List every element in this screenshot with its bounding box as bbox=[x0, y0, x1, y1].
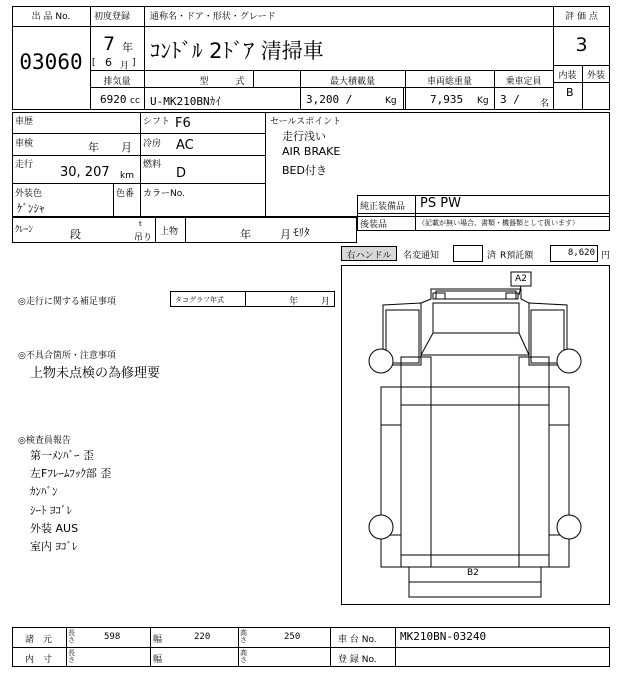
inspector-report-label: ◎検査員報告 bbox=[18, 436, 71, 446]
max-load-label: 最大積載量 bbox=[329, 77, 375, 87]
vehicle-name-label: 通称名・ドア・形状・グレード bbox=[150, 12, 276, 22]
name-change-label: 名変通知 bbox=[403, 251, 440, 261]
mileage-label: 走行 bbox=[15, 160, 34, 170]
crane-stage-unit: 段 bbox=[70, 228, 81, 241]
inner-height-label: 高さ bbox=[240, 649, 247, 664]
first-reg-label: 初度登録 bbox=[94, 12, 131, 22]
crane-hang-unit: 吊り bbox=[134, 233, 153, 243]
gross-weight-value: 7,935 bbox=[430, 93, 464, 106]
gross-weight-unit: Kg bbox=[477, 96, 489, 106]
sales-points-label: セールスポイント bbox=[270, 117, 342, 127]
exterior-color-value: ｹﾞﾝｼｬ bbox=[17, 202, 45, 215]
sales-point-1: 走行浅い bbox=[282, 130, 326, 143]
interior-label: 内装 bbox=[558, 71, 577, 81]
capacity-unit: 名 bbox=[540, 99, 550, 109]
model-code: U-MK210BNｶｲ bbox=[150, 95, 221, 108]
displacement-label: 排気量 bbox=[103, 77, 131, 87]
damage-mark-b2: B2 bbox=[467, 568, 479, 578]
chassis-label: 車 台 No. bbox=[338, 635, 377, 645]
genuine-equipment-label: 純正装備品 bbox=[360, 202, 406, 212]
capacity-value: 3 / bbox=[500, 93, 520, 106]
body-year-unit: 年 bbox=[240, 228, 251, 241]
fuel-value: D bbox=[176, 166, 187, 181]
inner-dims-label: 内 寸 bbox=[25, 655, 53, 665]
inspection-month-unit: 月 bbox=[121, 141, 132, 154]
body-label: 上物 bbox=[160, 227, 179, 237]
year-unit: 年 bbox=[122, 41, 133, 54]
color-no-label2: カラーNo. bbox=[143, 189, 185, 199]
inspector-line-3: ｶﾝﾊﾞﾝ bbox=[30, 485, 58, 498]
shift-label: シフト bbox=[143, 117, 171, 127]
dims-label: 諸 元 bbox=[25, 635, 53, 645]
ac-value: AC bbox=[176, 138, 194, 153]
inspection-year-unit: 年 bbox=[88, 141, 99, 154]
damage-mark-a2: A2 bbox=[515, 274, 527, 284]
chassis-number: MK210BN-03240 bbox=[400, 630, 487, 643]
displacement-unit: cc bbox=[130, 96, 140, 106]
color-no-label: 色番 bbox=[116, 189, 135, 199]
exterior-color-label: 外装色 bbox=[15, 189, 43, 199]
exterior-label: 外装 bbox=[586, 71, 605, 81]
lot-number: 03060 bbox=[19, 50, 83, 74]
sales-point-3: BED付き bbox=[282, 164, 327, 177]
driving-notes-label: ◎走行に関する補足事項 bbox=[18, 297, 116, 307]
width-value: 220 bbox=[194, 632, 211, 642]
inspector-line-4: ｼｰﾄ ﾖｺﾞﾚ bbox=[30, 504, 72, 517]
gross-weight-label: 車両総重量 bbox=[426, 77, 472, 87]
capacity-label: 乗車定員 bbox=[505, 77, 542, 87]
defects-label: ◎不具合箇所・注意事項 bbox=[18, 351, 116, 361]
crane-label: ｸﾚｰﾝ bbox=[15, 225, 34, 235]
r-deposit-unit: 円 bbox=[601, 251, 611, 261]
body-month-unit: 月 bbox=[280, 228, 291, 241]
inspector-line-2: 左Fﾌﾚｰﾑﾌｯｸ部 歪 bbox=[30, 467, 112, 480]
model-label: 型 式 bbox=[199, 77, 245, 87]
registration-label: 登 録 No. bbox=[338, 655, 377, 665]
r-deposit-amount: 8,620 bbox=[567, 248, 595, 258]
rating-value: 3 bbox=[575, 34, 588, 56]
sales-point-2: AIR BRAKE bbox=[282, 145, 341, 158]
inspector-line-6: 室内 ﾖｺﾞﾚ bbox=[30, 540, 78, 553]
max-load-unit: Kg bbox=[385, 96, 397, 106]
displacement-value: 6920 bbox=[100, 93, 127, 106]
name-change-box bbox=[453, 245, 483, 262]
body-maker: ﾓﾘﾀ bbox=[293, 226, 310, 239]
shift-value: F6 bbox=[175, 116, 191, 131]
month-unit: 月 bbox=[120, 61, 130, 71]
length-value: 598 bbox=[104, 632, 121, 642]
inspector-line-1: 第一ﾒﾝﾊﾞｰ 歪 bbox=[30, 449, 94, 462]
inspector-line-5: 外装 AUS bbox=[30, 522, 79, 535]
width-label: 幅 bbox=[153, 635, 163, 645]
defects-text: 上物未点検の為修理要 bbox=[30, 366, 161, 381]
tacho-month-unit: 月 bbox=[321, 297, 331, 307]
length-label: 長さ bbox=[68, 629, 75, 644]
interior-grade: B bbox=[566, 86, 574, 99]
ac-label: 冷房 bbox=[143, 139, 162, 149]
first-reg-month: 6 bbox=[105, 56, 112, 69]
genuine-equipment-value: PS PW bbox=[420, 196, 461, 211]
mileage-unit: km bbox=[120, 171, 134, 181]
first-reg-year: 7 bbox=[103, 33, 116, 55]
rating-label: 評 価 点 bbox=[565, 12, 598, 22]
recall-label: 済 bbox=[487, 251, 497, 261]
crane-t: t bbox=[139, 220, 142, 228]
height-label: 高さ bbox=[240, 629, 247, 644]
aftermarket-note: （記載が無い場合、書類・機器類として扱います） bbox=[418, 219, 579, 227]
fuel-label: 燃料 bbox=[143, 160, 162, 170]
inner-length-label: 長さ bbox=[68, 649, 75, 664]
vehicle-name: ｺﾝﾄﾞﾙ 2ﾄﾞｱ 清掃車 bbox=[150, 39, 324, 63]
aftermarket-label: 後装品 bbox=[360, 220, 388, 230]
r-deposit-label: R預託額 bbox=[500, 251, 534, 261]
right-hand-drive-label: 右ハンドル bbox=[346, 251, 392, 261]
height-value: 250 bbox=[284, 632, 301, 642]
history-label: 車歴 bbox=[15, 117, 34, 127]
tacho-year-unit: 年 bbox=[289, 297, 299, 307]
max-load-value: 3,200 / bbox=[306, 93, 353, 106]
inspection-label: 車検 bbox=[15, 139, 34, 149]
lot-label: 出 品 No. bbox=[31, 12, 71, 22]
tachograph-label: タコグラフ年式 bbox=[175, 296, 224, 304]
mileage-value: 30, 207 bbox=[60, 165, 110, 180]
inner-width-label: 幅 bbox=[153, 655, 163, 665]
truck-diagram bbox=[341, 265, 610, 605]
